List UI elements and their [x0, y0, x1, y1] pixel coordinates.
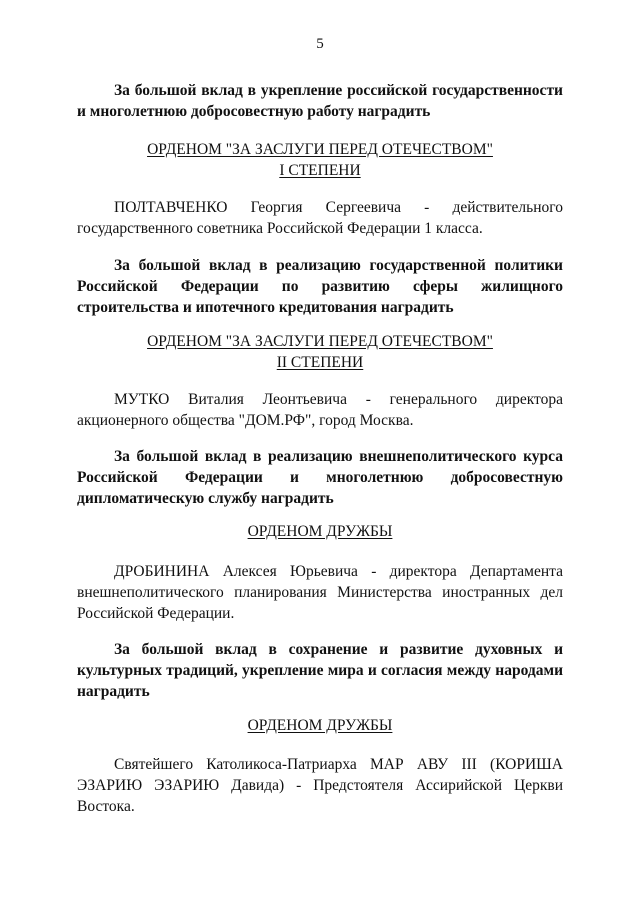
order-degree-line: II СТЕПЕНИ: [276, 354, 364, 371]
award-preamble: За большой вклад в реализацию внешнеполитического курса Российской Федерации и многолетнюю добросовестную дипломатическую службу наградить: [77, 448, 563, 507]
award-recipient: ДРОБИНИНА Алексея Юрьевича - директора Департамента внешнеполитического планирования Министерства иностранных дел Российской Федерации.: [77, 563, 563, 622]
award-recipient: МУТКО Виталия Леонтьевича - генерального директора акционерного общества "ДОМ.РФ", город Москва.: [77, 391, 563, 429]
award-preamble: За большой вклад в реализацию государственной политики Российской Федерации по развитию сферы жилищного строительства и ипотечного кредитования наградить: [77, 257, 563, 316]
order-degree-line: I СТЕПЕНИ: [279, 162, 361, 179]
award-preamble: За большой вклад в сохранение и развитие духовных и культурных традиций, укрепление мира и согласия между народами наградить: [77, 641, 563, 700]
order-degree: [0, 352, 640, 373]
order-title-line: ОРДЕНОМ ДРУЖБЫ: [247, 523, 393, 540]
award-recipient: Святейшего Католикоса-Патриарха МАР АВУ III (КОРИША ЭЗАРИЮ ЭЗАРИЮ Давида) - Предстоятеля Ассирийской Церкви Востока.: [77, 756, 563, 815]
page-number: 5: [316, 36, 324, 52]
order-title-line: ОРДЕНОМ ДРУЖБЫ: [247, 717, 393, 734]
order-title: [0, 521, 640, 542]
order-title: [0, 139, 640, 160]
order-title-line: ОРДЕНОМ "ЗА ЗАСЛУГИ ПЕРЕД ОТЕЧЕСТВОМ": [147, 333, 493, 350]
order-title-line: ОРДЕНОМ "ЗА ЗАСЛУГИ ПЕРЕД ОТЕЧЕСТВОМ": [147, 141, 493, 158]
order-degree: [0, 160, 640, 181]
award-preamble: За большой вклад в укрепление российской государственности и многолетнюю добросовестную работу наградить: [77, 82, 563, 120]
order-title: [0, 715, 640, 736]
order-title: [0, 331, 640, 352]
award-recipient: ПОЛТАВЧЕНКО Георгия Сергеевича - действительного государственного советника Российской Федерации 1 класса.: [77, 199, 563, 237]
